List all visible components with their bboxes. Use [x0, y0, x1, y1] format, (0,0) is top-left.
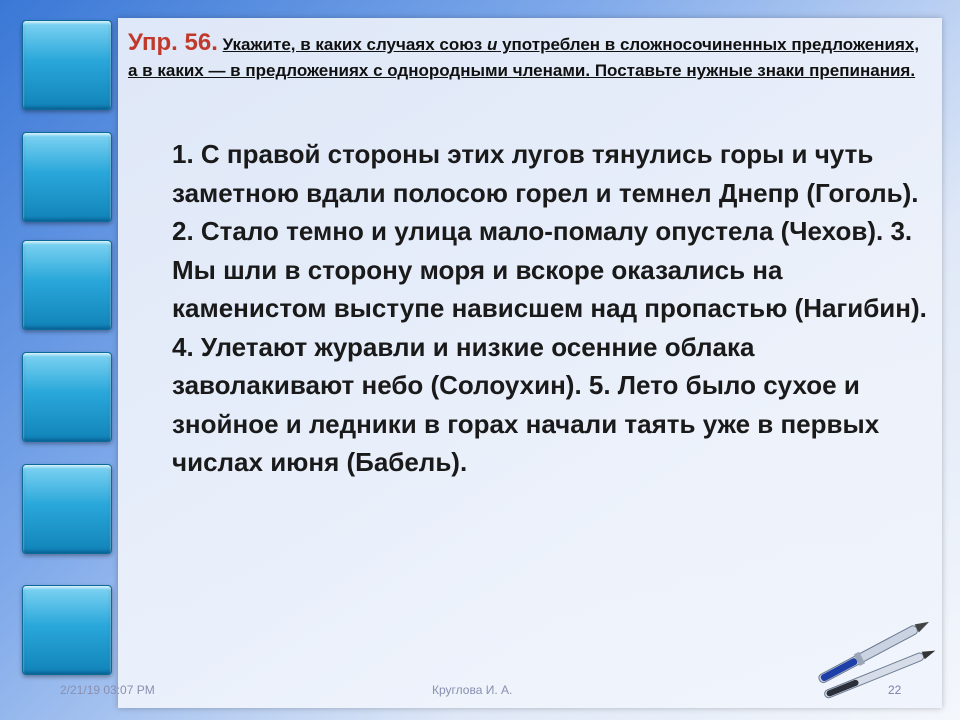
exercise-text	[128, 135, 928, 482]
decor-tile-1	[22, 20, 112, 110]
exercise-instruction: Укажите, в каких случаях союз и употреблен в сложносочиненных предложениях, а в каких — в предложениях с однородными членами. Поставьте нужные знаки препинания.	[128, 35, 920, 80]
decor-tile-6	[22, 585, 112, 675]
decor-tile-3	[22, 240, 112, 330]
exercise-heading	[128, 30, 928, 84]
exercise-sentences: 1. С правой стороны этих лугов тянулись горы и чуть заметною вдали полосою горел и темнел Днепр (Гоголь). 2. Стало темно и улица мало-помалу опустела (Чехов). 3. Мы шли в сторону моря и вскоре оказались на каменистом выступе нависшем над пропастью (Нагибин). 4. Улетают журавли и низкие осенние облака заволакивают небо (Солоухин). 5. Лето было сухое и знойное и ледники в горах начали таять уже в первых числах июня (Бабель).	[172, 139, 927, 477]
footer-date: 2/21/19 03:07 PM	[60, 683, 155, 697]
decor-tile-5	[22, 464, 112, 554]
exercise-number: Упр. 56.	[128, 29, 218, 56]
pen-icon	[808, 622, 948, 702]
footer-author: Круглова И. А.	[432, 683, 513, 697]
decor-tile-4	[22, 352, 112, 442]
footer-page-number: 22	[888, 683, 902, 697]
decor-tile-2	[22, 132, 112, 222]
